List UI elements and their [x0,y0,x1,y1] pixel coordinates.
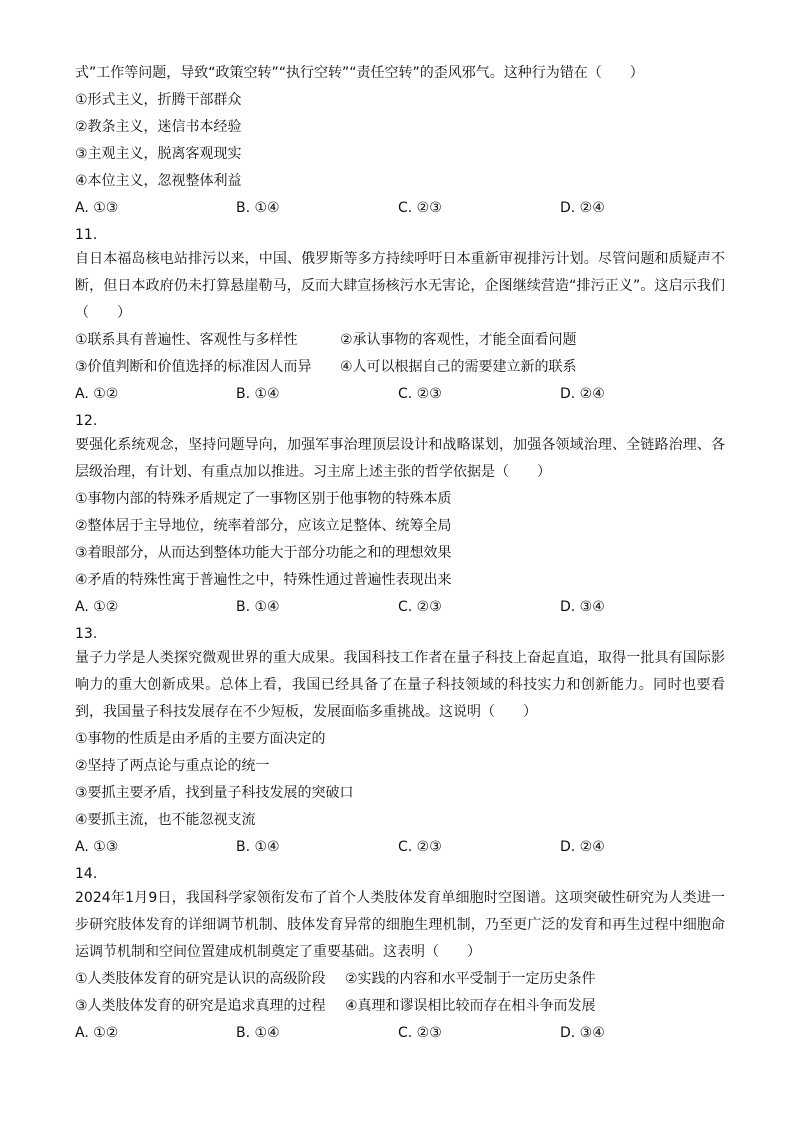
statement-row [75,354,725,381]
statement-item: ②坚持了两点论与重点论的统一 [75,758,270,774]
statement-item: ②整体居于主导地位，统率着部分，应该立足整体、统筹全局 [75,518,452,534]
question-number: 13. [75,626,98,642]
question-12 [75,410,725,621]
option-c: C. ②③ [398,839,442,855]
option-c: C. ②③ [398,599,442,615]
option-a: A. ①② [75,386,119,402]
question-number: 14. [75,866,98,882]
statement-item: ④人可以根据自己的需要建立新的联系 [340,359,577,375]
question-number: 11. [75,227,98,243]
option-b: B. ①④ [236,1025,280,1041]
statement-item: ③要抓主要矛盾，找到量子科技发展的突破口 [75,785,354,801]
option-a: A. ①③ [75,200,119,216]
statement-item: ②教条主义，迷信书本经验 [75,119,242,135]
option-a: A. ①② [75,1025,119,1041]
answer-options [75,1020,725,1047]
statement-item: ①事物的性质是由矛盾的主要方面决定的 [75,731,326,747]
question-11 [75,224,725,408]
statement-row [75,327,725,354]
statement-row [75,966,725,993]
option-b: B. ①④ [236,200,280,216]
option-a: A. ①② [75,599,119,615]
answer-options [75,195,725,222]
question-13 [75,623,725,861]
option-b: B. ①④ [236,599,280,615]
statement-item: ②承认事物的客观性，才能全面看问题 [340,332,577,348]
question-14 [75,863,725,1047]
statement-item: ④真理和谬误相比较而存在相斗争而发展 [345,998,596,1014]
exam-page [75,60,725,1047]
question-stem: 2024年1月9日，我国科学家领衔发布了首个人类肢体发育单细胞时空图谱。这项突破性研究为人类进一步研究肢体发育的详细调节机制、肢体发育异常的细胞生理机制，乃至更广泛的发育和再生过程中细胞命运调节机制和空间位置建成机制奠定了重要基础。这表明（ ） [75,890,725,960]
option-a: A. ①③ [75,839,119,855]
statement-item: ②实践的内容和水平受制于一定历史条件 [345,971,596,987]
answer-options [75,594,725,621]
option-d: D. ②④ [560,200,605,216]
option-d: D. ③④ [560,599,605,615]
statement-item: ③人类肢体发育的研究是追求真理的过程 [75,998,326,1014]
answer-options [75,834,725,861]
answer-options [75,381,725,408]
question-stem: 量子力学是人类探究微观世界的重大成果。我国科技工作者在量子科技上奋起直追，取得一批具有国际影响力的重大创新成果。总体上看，我国已经具备了在量子科技领域的科技实力和创新能力。同时也要看到，我国量子科技发展存在不少短板，发展面临多重挑战。这说明（ ） [75,650,725,720]
option-c: C. ②③ [398,386,442,402]
option-c: C. ②③ [398,1025,442,1041]
statement-item: ①形式主义，折腾干部群众 [75,92,242,108]
option-b: B. ①④ [236,386,280,402]
statement-item: ①人类肢体发育的研究是认识的高级阶段 [75,971,326,987]
question-number: 12. [75,413,98,429]
question-stem: 式”工作等问题，导致“政策空转”“执行空转”“责任空转”的歪风邪气。这种行为错在（ ） [75,65,644,81]
statement-item: ④要抓主流，也不能忽视支流 [75,812,256,828]
statement-item: ③价值判断和价值选择的标准因人而异 [75,359,312,375]
question-10 [75,60,725,222]
option-d: D. ②④ [560,386,605,402]
question-stem: 要强化系统观念，坚持问题导向，加强军事治理顶层设计和战略谋划，加强各领域治理、全链路治理、各层级治理，有计划、有重点加以推进。习主席上述主张的哲学依据是（ ） [75,437,725,480]
question-stem: 自日本福岛核电站排污以来，中国、俄罗斯等多方持续呼吁日本重新审视排污计划。尽管问题和质疑声不断，但日本政府仍未打算悬崖勒马，反而大肆宣扬核污水无害论，企图继续营造“排污正义”。这启示我们（ ） [75,251,725,321]
statement-item: ④矛盾的特殊性寓于普遍性之中，特殊性通过普遍性表现出来 [75,572,452,588]
option-b: B. ①④ [236,839,280,855]
option-d: D. ②④ [560,839,605,855]
statement-row [75,993,725,1020]
statement-item: ①事物内部的特殊矛盾规定了一事物区别于他事物的特殊本质 [75,491,452,507]
statement-item: ③主观主义，脱离客观现实 [75,146,242,162]
statement-item: ①联系具有普遍性、客观性与多样性 [75,332,298,348]
statement-item: ④本位主义，忽视整体利益 [75,173,242,189]
option-d: D. ③④ [560,1025,605,1041]
statement-item: ③着眼部分，从而达到整体功能大于部分功能之和的理想效果 [75,545,452,561]
option-c: C. ②③ [398,200,442,216]
